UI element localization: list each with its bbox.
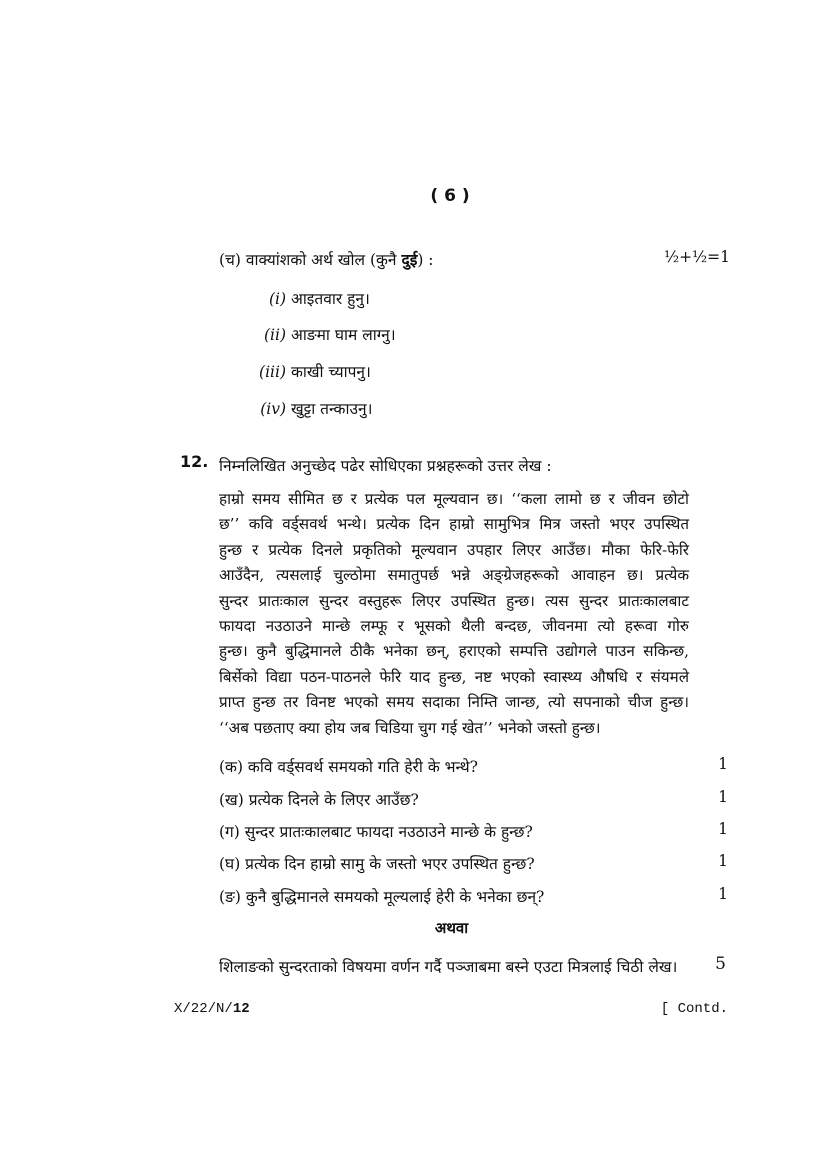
idiom-item-num: (i)	[268, 290, 286, 308]
idiom-item-text: काखी च्यापनु।	[290, 363, 371, 381]
paper-code-prefix: X/22/N/	[174, 1001, 233, 1017]
idiom-item-text: आइतवार हुनु।	[290, 290, 370, 308]
subquestion: (ख) प्रत्येक दिनले के लिएर आउँछ?	[219, 791, 419, 809]
section-cha-end: ) :	[417, 251, 434, 269]
section-cha-marks: ½+½=1	[664, 248, 730, 266]
alternative-marks: 5	[715, 954, 726, 974]
subquestion: (घ) प्रत्येक दिन हाम्रो सामु के जस्तो भएर उपस्थित हुन्छ?	[219, 855, 535, 873]
idiom-item-num: (iii)	[259, 363, 286, 381]
subquestion-marks: 1	[718, 820, 728, 838]
or-divider: अथवा	[434, 919, 469, 937]
subquestion-marks: 1	[718, 788, 728, 806]
idiom-item	[258, 360, 458, 382]
passage-line: आउँदैन, त्यसलाई चुल्ठोमा समातुपर्छ भन्ने अङ्ग्रेजहरूको आवाहन छ। प्रत्येक	[219, 566, 689, 585]
paper-code-number: 12	[232, 1001, 250, 1017]
idiom-item	[258, 323, 458, 345]
section-cha-emphasis: दुई	[401, 250, 418, 269]
passage-line: बिर्सेको विद्या पठन-पाठनले फेरि याद हुन्छ, नष्ट भएको स्वास्थ्य औषधि र संयमले	[219, 667, 689, 686]
idiom-item	[258, 397, 458, 419]
subquestion-marks: 1	[718, 852, 728, 870]
passage	[219, 487, 689, 741]
idiom-item-num: (ii)	[263, 326, 286, 344]
idiom-item-text: आङमा घाम लाग्नु।	[290, 326, 396, 344]
passage-line: हुन्छ। कुनै बुद्धिमानले ठीकै भनेका छन्, हराएको सम्पत्ति उद्योगले पाउन सकिन्छ,	[219, 642, 689, 661]
passage-line: फायदा नउठाउने मान्छे लम्फू र भूसको थैली बन्दछ, जीवनमा त्यो हरूवा गोरु	[219, 617, 689, 636]
passage-line: हुन्छ र प्रत्येक दिनले प्रकृतिको मूल्यवान उपहार लिएर आउँछ। मौका फेरि-फेरि	[219, 540, 689, 559]
section-cha-heading	[219, 248, 434, 270]
alternative-question: शिलाङको सुन्दरताको विषयमा वर्णन गर्दै पञ्जाबमा बस्ने एउटा मित्रलाई चिठी लेख।	[219, 958, 678, 976]
subquestion-marks: 1	[718, 885, 728, 903]
idiom-item-text: खुट्टा तन्काउनु।	[290, 400, 373, 418]
question-instruction: निम्नलिखित अनुच्छेद पढेर सोधिएका प्रश्नहरूको उत्तर लेख :	[219, 457, 552, 475]
passage-line: ‘‘अब पछताए क्या होय जब चिडिया चुग गई खेत’’ भनेको जस्तो हुन्छ।	[219, 718, 601, 737]
passage-line: सुन्दर प्रातःकाल सुन्दर वस्तुहरू लिएर उपस्थित हुन्छ। त्यस सुन्दर प्रातःकालबाट	[219, 591, 689, 610]
continued-label: [ Contd.	[660, 1001, 728, 1017]
passage-line: छ’’ कवि वर्ड्सवर्थ भन्थे। प्रत्येक दिन हाम्रो सामुभित्र मित्र जस्तो भएर उपस्थित	[219, 515, 689, 534]
question-number: 12.	[180, 452, 209, 471]
idiom-item-num: (iv)	[260, 400, 286, 418]
passage-line: प्राप्त हुन्छ तर विनष्ट भएको समय सदाका निम्ति जान्छ, त्यो सपनाको चीज हुन्छ।	[219, 693, 689, 712]
passage-line: हाम्रो समय सीमित छ र प्रत्येक पल मूल्यवान छ। ‘‘कला लामो छ र जीवन छोटो	[219, 490, 689, 508]
subquestion-marks: 1	[718, 755, 728, 773]
subquestion: (ङ) कुनै बुद्धिमानले समयको मूल्यलाई हेरी के भनेका छन्?	[219, 888, 545, 906]
subquestion: (ग) सुन्दर प्रातःकालबाट फायदा नउठाउने मान्छे के हुन्छ?	[219, 823, 533, 841]
section-cha-label: (च) वाक्यांशको अर्थ खोल (कुनै	[219, 251, 397, 269]
page-number: ( 6 )	[430, 186, 470, 206]
subquestion: (क) कवि वर्ड्सवर्थ समयको गति हेरी के भन्थे?	[219, 758, 478, 776]
idiom-item	[258, 287, 458, 309]
paper-code	[174, 1001, 250, 1017]
